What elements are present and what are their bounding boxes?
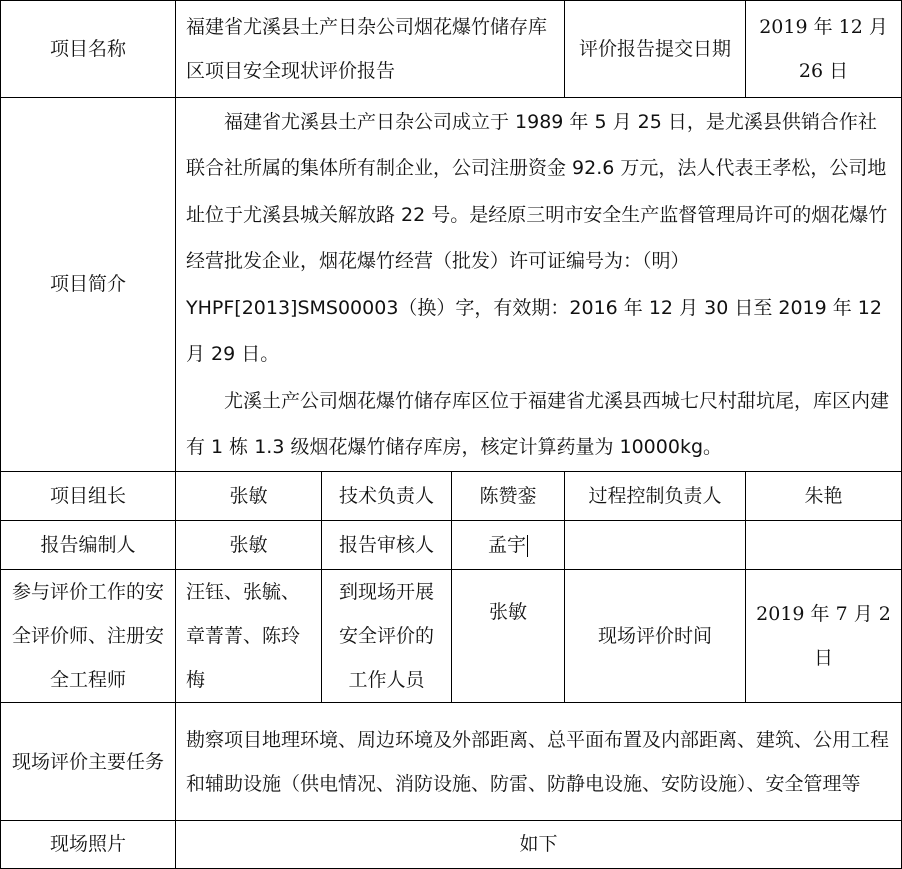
report-author-value: 张敏 (176, 521, 322, 570)
report-submit-date-label: 评价报告提交日期 (565, 1, 746, 98)
project-intro-content (176, 98, 902, 472)
participants-label: 参与评价工作的安全评价师、注册安全工程师 (1, 570, 176, 703)
row-project-name (1, 1, 902, 98)
site-photos-value: 如下 (176, 821, 902, 869)
report-reviewer-cell[interactable] (452, 521, 565, 570)
main-tasks-value: 勘察项目地理环境、周边环境及外部距离、总平面布置及内部距离、建筑、公用工程和辅助设施（供电情况、消防设施、防雷、防静电设施、安防设施）、安全管理等 (176, 703, 902, 821)
project-name-label: 项目名称 (1, 1, 176, 98)
row-main-tasks (1, 703, 902, 821)
project-leader-value: 张敏 (176, 472, 322, 521)
row-participants (1, 570, 902, 703)
report-reviewer-value: 孟宇 (488, 533, 527, 556)
participants-value: 汪钰、张毓、章菁菁、陈玲梅 (176, 570, 322, 703)
site-photos-label: 现场照片 (1, 821, 176, 869)
project-leader-label: 项目组长 (1, 472, 176, 521)
report-author-label: 报告编制人 (1, 521, 176, 570)
project-intro-label: 项目简介 (1, 98, 176, 472)
tech-lead-label: 技术负责人 (322, 472, 452, 521)
process-control-lead-value: 朱艳 (746, 472, 902, 521)
row-site-photos (1, 821, 902, 869)
row-report-author (1, 521, 902, 570)
report-reviewer-label: 报告审核人 (322, 521, 452, 570)
onsite-eval-time-value: 2019 年 7 月 2 日 (746, 570, 902, 703)
process-control-lead-label: 过程控制负责人 (565, 472, 746, 521)
onsite-eval-time-label: 现场评价时间 (565, 570, 746, 703)
intro-paragraph-1: 福建省尤溪县土产日杂公司成立于 1989 年 5 月 25 日，是尤溪县供销合作社联合社所属的集体所有制企业，公司注册资金 92.6 万元，法人代表王孝松，公司地址位于尤溪县城关解放路 22 号。是经原三明市安全生产监督管理局许可的烟花爆竹经营批发企业，烟花爆竹经营（批发）许可证编号为：（明）YHPF[2013]SMS00003（换）字，有效期：2016 年 12 月 30 日至 2019 年 12 月 29 日。 (186, 110, 888, 365)
project-name-value: 福建省尤溪县土产日杂公司烟花爆竹储存库区项目安全现状评价报告 (176, 1, 565, 98)
onsite-staff-label: 到现场开展安全评价的工作人员 (322, 570, 452, 703)
tech-lead-value: 陈赞銮 (452, 472, 565, 521)
row-project-leader (1, 472, 902, 521)
empty-cell-2 (746, 521, 902, 570)
text-cursor (527, 535, 528, 557)
report-submit-date-value: 2019 年 12 月 26 日 (746, 1, 902, 98)
empty-cell-1 (565, 521, 746, 570)
main-tasks-label: 现场评价主要任务 (1, 703, 176, 821)
intro-paragraph-2: 尤溪土产公司烟花爆竹储存库区位于福建省尤溪县西城七尺村甜坑尾，库区内建有 1 栋 1.3 级烟花爆竹储存库房，核定计算药量为 10000kg。 (186, 389, 890, 458)
row-project-intro (1, 98, 902, 472)
onsite-staff-value: 张敏 (452, 570, 565, 703)
